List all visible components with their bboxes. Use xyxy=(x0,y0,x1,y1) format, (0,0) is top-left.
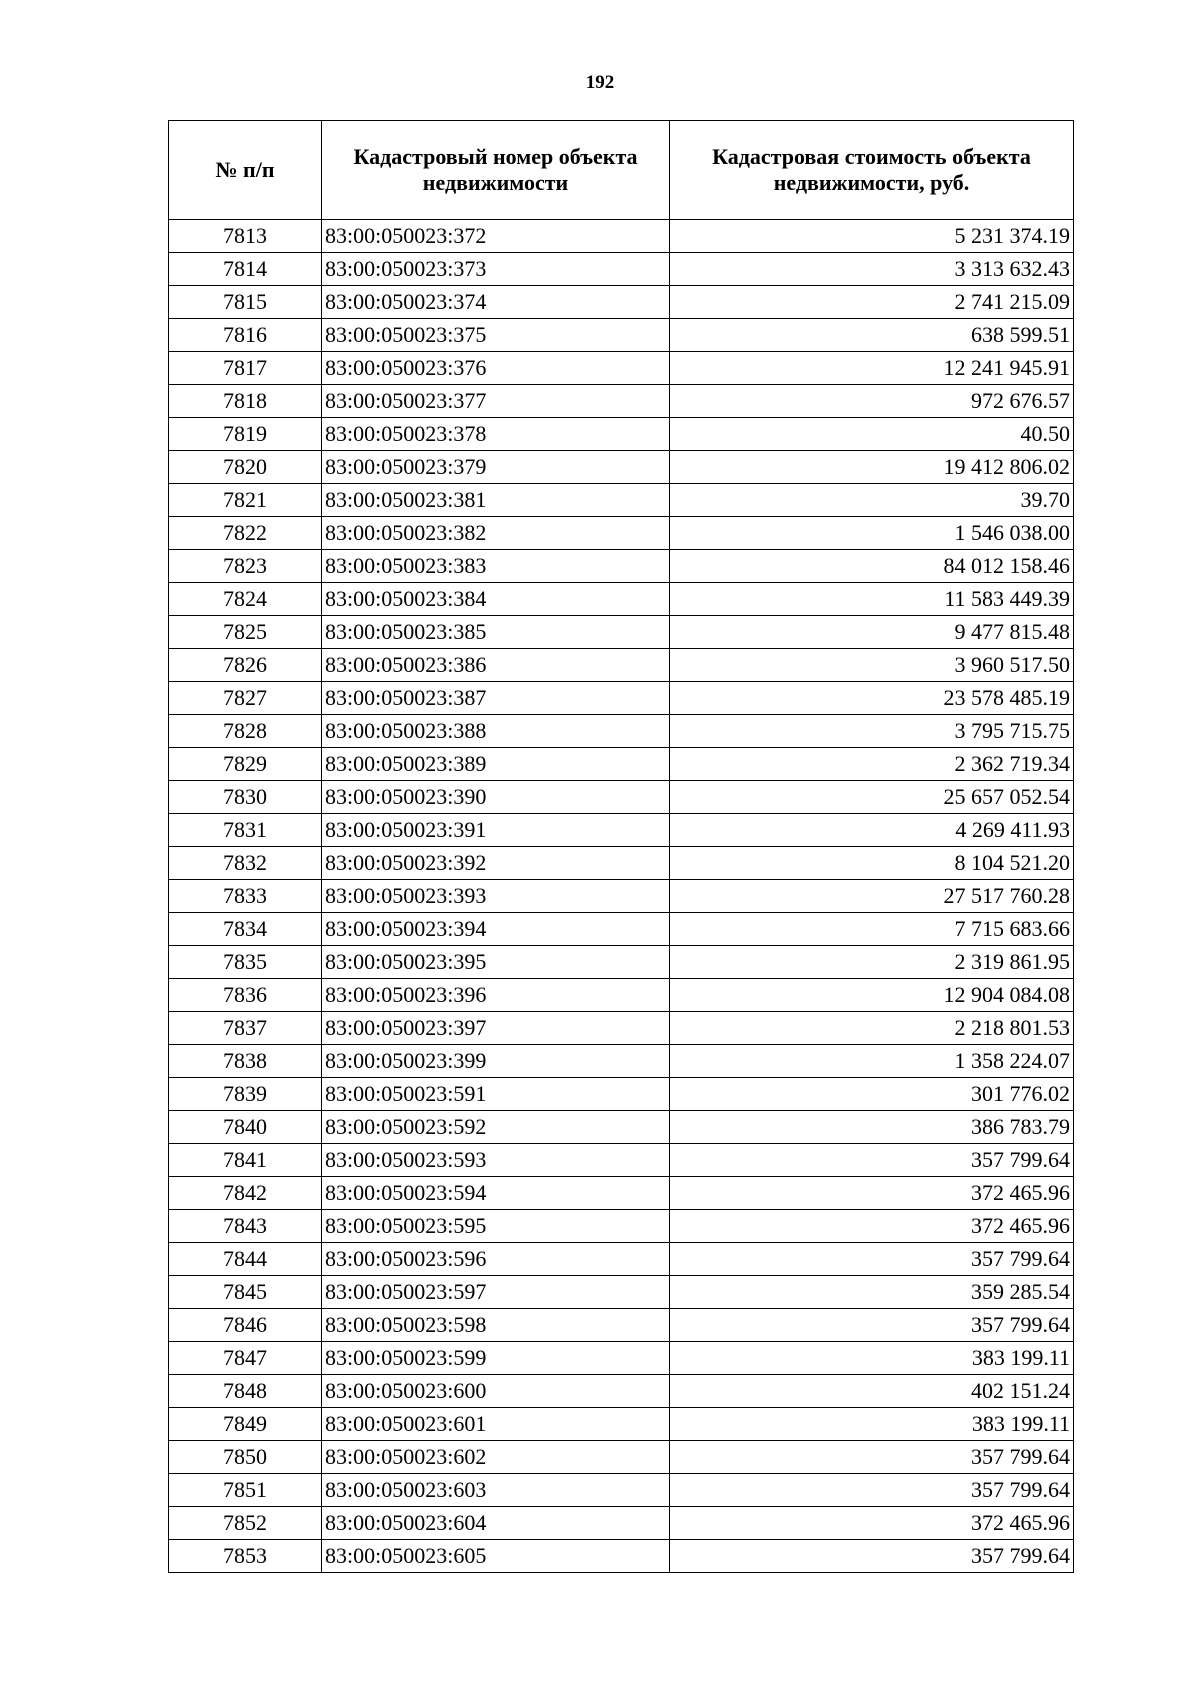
cadastral-value-cell: 7 715 683.66 xyxy=(670,913,1074,946)
header-cadastral-number: Кадастровый номер объекта недвижимости xyxy=(322,121,670,220)
cadastral-number-cell: 83:00:050023:374 xyxy=(322,286,670,319)
cadastral-value-cell: 39.70 xyxy=(670,484,1074,517)
cadastral-value-cell: 2 741 215.09 xyxy=(670,286,1074,319)
row-number-cell: 7828 xyxy=(169,715,322,748)
table-row xyxy=(169,880,1074,913)
cadastral-value-cell: 27 517 760.28 xyxy=(670,880,1074,913)
table-row xyxy=(169,715,1074,748)
cadastral-value-cell: 402 151.24 xyxy=(670,1375,1074,1408)
row-number-cell: 7836 xyxy=(169,979,322,1012)
cadastral-number-cell: 83:00:050023:378 xyxy=(322,418,670,451)
table-body xyxy=(169,220,1074,1573)
cadastral-value-cell: 12 241 945.91 xyxy=(670,352,1074,385)
row-number-cell: 7852 xyxy=(169,1507,322,1540)
cadastral-value-cell: 301 776.02 xyxy=(670,1078,1074,1111)
cadastral-number-cell: 83:00:050023:399 xyxy=(322,1045,670,1078)
row-number-cell: 7815 xyxy=(169,286,322,319)
row-number-cell: 7853 xyxy=(169,1540,322,1573)
table-row xyxy=(169,1342,1074,1375)
table-row xyxy=(169,352,1074,385)
table-row xyxy=(169,220,1074,253)
cadastral-value-cell: 357 799.64 xyxy=(670,1474,1074,1507)
cadastral-number-cell: 83:00:050023:597 xyxy=(322,1276,670,1309)
cadastral-value-cell: 357 799.64 xyxy=(670,1540,1074,1573)
cadastral-value-cell: 383 199.11 xyxy=(670,1342,1074,1375)
cadastral-value-cell: 357 799.64 xyxy=(670,1309,1074,1342)
cadastral-number-cell: 83:00:050023:383 xyxy=(322,550,670,583)
cadastral-number-cell: 83:00:050023:384 xyxy=(322,583,670,616)
row-number-cell: 7814 xyxy=(169,253,322,286)
cadastral-number-cell: 83:00:050023:377 xyxy=(322,385,670,418)
row-number-cell: 7848 xyxy=(169,1375,322,1408)
cadastral-number-cell: 83:00:050023:389 xyxy=(322,748,670,781)
cadastral-value-cell: 372 465.96 xyxy=(670,1210,1074,1243)
row-number-cell: 7841 xyxy=(169,1144,322,1177)
row-number-cell: 7838 xyxy=(169,1045,322,1078)
cadastral-value-cell: 357 799.64 xyxy=(670,1243,1074,1276)
row-number-cell: 7833 xyxy=(169,880,322,913)
row-number-cell: 7850 xyxy=(169,1441,322,1474)
row-number-cell: 7822 xyxy=(169,517,322,550)
cadastral-value-cell: 12 904 084.08 xyxy=(670,979,1074,1012)
cadastral-value-cell: 3 795 715.75 xyxy=(670,715,1074,748)
row-number-cell: 7825 xyxy=(169,616,322,649)
row-number-cell: 7816 xyxy=(169,319,322,352)
row-number-cell: 7813 xyxy=(169,220,322,253)
cadastral-number-cell: 83:00:050023:591 xyxy=(322,1078,670,1111)
table-row xyxy=(169,847,1074,880)
page-number: 192 xyxy=(585,72,615,93)
table-row xyxy=(169,385,1074,418)
cadastral-number-cell: 83:00:050023:396 xyxy=(322,979,670,1012)
table-row xyxy=(169,484,1074,517)
cadastral-number-cell: 83:00:050023:594 xyxy=(322,1177,670,1210)
cadastral-number-cell: 83:00:050023:376 xyxy=(322,352,670,385)
cadastral-value-cell: 2 362 719.34 xyxy=(670,748,1074,781)
cadastral-value-cell: 4 269 411.93 xyxy=(670,814,1074,847)
cadastral-number-cell: 83:00:050023:395 xyxy=(322,946,670,979)
table-row xyxy=(169,1540,1074,1573)
row-number-cell: 7832 xyxy=(169,847,322,880)
row-number-cell: 7842 xyxy=(169,1177,322,1210)
table-row xyxy=(169,814,1074,847)
cadastral-number-cell: 83:00:050023:379 xyxy=(322,451,670,484)
row-number-cell: 7831 xyxy=(169,814,322,847)
cadastral-number-cell: 83:00:050023:390 xyxy=(322,781,670,814)
cadastral-number-cell: 83:00:050023:603 xyxy=(322,1474,670,1507)
cadastral-number-cell: 83:00:050023:382 xyxy=(322,517,670,550)
cadastral-number-cell: 83:00:050023:595 xyxy=(322,1210,670,1243)
cadastral-value-cell: 372 465.96 xyxy=(670,1507,1074,1540)
cadastral-value-cell: 8 104 521.20 xyxy=(670,847,1074,880)
row-number-cell: 7820 xyxy=(169,451,322,484)
cadastral-number-cell: 83:00:050023:604 xyxy=(322,1507,670,1540)
cadastral-number-cell: 83:00:050023:372 xyxy=(322,220,670,253)
table-header-row xyxy=(169,121,1074,220)
cadastral-number-cell: 83:00:050023:599 xyxy=(322,1342,670,1375)
table-row xyxy=(169,451,1074,484)
row-number-cell: 7834 xyxy=(169,913,322,946)
row-number-cell: 7843 xyxy=(169,1210,322,1243)
table-row xyxy=(169,946,1074,979)
row-number-cell: 7817 xyxy=(169,352,322,385)
cadastral-number-cell: 83:00:050023:387 xyxy=(322,682,670,715)
cadastral-value-cell: 1 546 038.00 xyxy=(670,517,1074,550)
cadastral-number-cell: 83:00:050023:391 xyxy=(322,814,670,847)
row-number-cell: 7824 xyxy=(169,583,322,616)
cadastral-number-cell: 83:00:050023:592 xyxy=(322,1111,670,1144)
table-row xyxy=(169,253,1074,286)
cadastral-number-cell: 83:00:050023:375 xyxy=(322,319,670,352)
table-row xyxy=(169,1243,1074,1276)
cadastral-value-cell: 2 319 861.95 xyxy=(670,946,1074,979)
table-row xyxy=(169,550,1074,583)
cadastral-value-cell: 11 583 449.39 xyxy=(670,583,1074,616)
cadastral-value-cell: 357 799.64 xyxy=(670,1144,1074,1177)
header-cadastral-value: Кадастровая стоимость объекта недвижимости, руб. xyxy=(670,121,1074,220)
table-row xyxy=(169,1507,1074,1540)
row-number-cell: 7830 xyxy=(169,781,322,814)
table-row xyxy=(169,1474,1074,1507)
cadastral-value-cell: 23 578 485.19 xyxy=(670,682,1074,715)
table-row xyxy=(169,1045,1074,1078)
table-row xyxy=(169,682,1074,715)
cadastral-value-cell: 84 012 158.46 xyxy=(670,550,1074,583)
table-row xyxy=(169,1078,1074,1111)
cadastral-number-cell: 83:00:050023:600 xyxy=(322,1375,670,1408)
cadastral-value-cell: 386 783.79 xyxy=(670,1111,1074,1144)
cadastral-value-cell: 972 676.57 xyxy=(670,385,1074,418)
row-number-cell: 7829 xyxy=(169,748,322,781)
table-row xyxy=(169,286,1074,319)
row-number-cell: 7818 xyxy=(169,385,322,418)
table-row xyxy=(169,1144,1074,1177)
cadastral-number-cell: 83:00:050023:386 xyxy=(322,649,670,682)
cadastral-number-cell: 83:00:050023:392 xyxy=(322,847,670,880)
table-row xyxy=(169,1309,1074,1342)
cadastral-value-cell: 9 477 815.48 xyxy=(670,616,1074,649)
table-row xyxy=(169,616,1074,649)
cadastral-value-cell: 357 799.64 xyxy=(670,1441,1074,1474)
table-row xyxy=(169,1375,1074,1408)
table-row xyxy=(169,583,1074,616)
table-row xyxy=(169,649,1074,682)
cadastral-number-cell: 83:00:050023:598 xyxy=(322,1309,670,1342)
cadastral-number-cell: 83:00:050023:385 xyxy=(322,616,670,649)
table-header xyxy=(169,121,1074,220)
cadastral-value-cell: 40.50 xyxy=(670,418,1074,451)
row-number-cell: 7837 xyxy=(169,1012,322,1045)
table-row xyxy=(169,781,1074,814)
table-row xyxy=(169,1276,1074,1309)
table-row xyxy=(169,979,1074,1012)
cadastral-number-cell: 83:00:050023:394 xyxy=(322,913,670,946)
cadastral-value-cell: 1 358 224.07 xyxy=(670,1045,1074,1078)
cadastral-value-cell: 372 465.96 xyxy=(670,1177,1074,1210)
row-number-cell: 7819 xyxy=(169,418,322,451)
cadastral-number-cell: 83:00:050023:596 xyxy=(322,1243,670,1276)
cadastral-value-cell: 25 657 052.54 xyxy=(670,781,1074,814)
cadastral-number-cell: 83:00:050023:601 xyxy=(322,1408,670,1441)
cadastral-number-cell: 83:00:050023:373 xyxy=(322,253,670,286)
table-row xyxy=(169,1177,1074,1210)
row-number-cell: 7823 xyxy=(169,550,322,583)
cadastral-number-cell: 83:00:050023:605 xyxy=(322,1540,670,1573)
cadastral-value-cell: 19 412 806.02 xyxy=(670,451,1074,484)
row-number-cell: 7827 xyxy=(169,682,322,715)
table-row xyxy=(169,1111,1074,1144)
row-number-cell: 7846 xyxy=(169,1309,322,1342)
cadastral-value-table xyxy=(168,120,1074,1573)
row-number-cell: 7821 xyxy=(169,484,322,517)
table-row xyxy=(169,1441,1074,1474)
cadastral-number-cell: 83:00:050023:602 xyxy=(322,1441,670,1474)
table-row xyxy=(169,1012,1074,1045)
table-row xyxy=(169,748,1074,781)
table-row xyxy=(169,319,1074,352)
row-number-cell: 7840 xyxy=(169,1111,322,1144)
row-number-cell: 7847 xyxy=(169,1342,322,1375)
row-number-cell: 7839 xyxy=(169,1078,322,1111)
cadastral-value-cell: 3 960 517.50 xyxy=(670,649,1074,682)
cadastral-value-cell: 383 199.11 xyxy=(670,1408,1074,1441)
table-row xyxy=(169,517,1074,550)
cadastral-number-cell: 83:00:050023:388 xyxy=(322,715,670,748)
cadastral-number-cell: 83:00:050023:397 xyxy=(322,1012,670,1045)
table-row xyxy=(169,1210,1074,1243)
row-number-cell: 7844 xyxy=(169,1243,322,1276)
cadastral-number-cell: 83:00:050023:593 xyxy=(322,1144,670,1177)
row-number-cell: 7835 xyxy=(169,946,322,979)
header-row-number: № п/п xyxy=(169,121,322,220)
cadastral-value-cell: 3 313 632.43 xyxy=(670,253,1074,286)
cadastral-value-cell: 359 285.54 xyxy=(670,1276,1074,1309)
cadastral-value-cell: 5 231 374.19 xyxy=(670,220,1074,253)
row-number-cell: 7845 xyxy=(169,1276,322,1309)
table-row xyxy=(169,913,1074,946)
table-row xyxy=(169,1408,1074,1441)
cadastral-number-cell: 83:00:050023:381 xyxy=(322,484,670,517)
cadastral-value-cell: 638 599.51 xyxy=(670,319,1074,352)
cadastral-number-cell: 83:00:050023:393 xyxy=(322,880,670,913)
row-number-cell: 7851 xyxy=(169,1474,322,1507)
row-number-cell: 7849 xyxy=(169,1408,322,1441)
cadastral-value-cell: 2 218 801.53 xyxy=(670,1012,1074,1045)
table-row xyxy=(169,418,1074,451)
row-number-cell: 7826 xyxy=(169,649,322,682)
